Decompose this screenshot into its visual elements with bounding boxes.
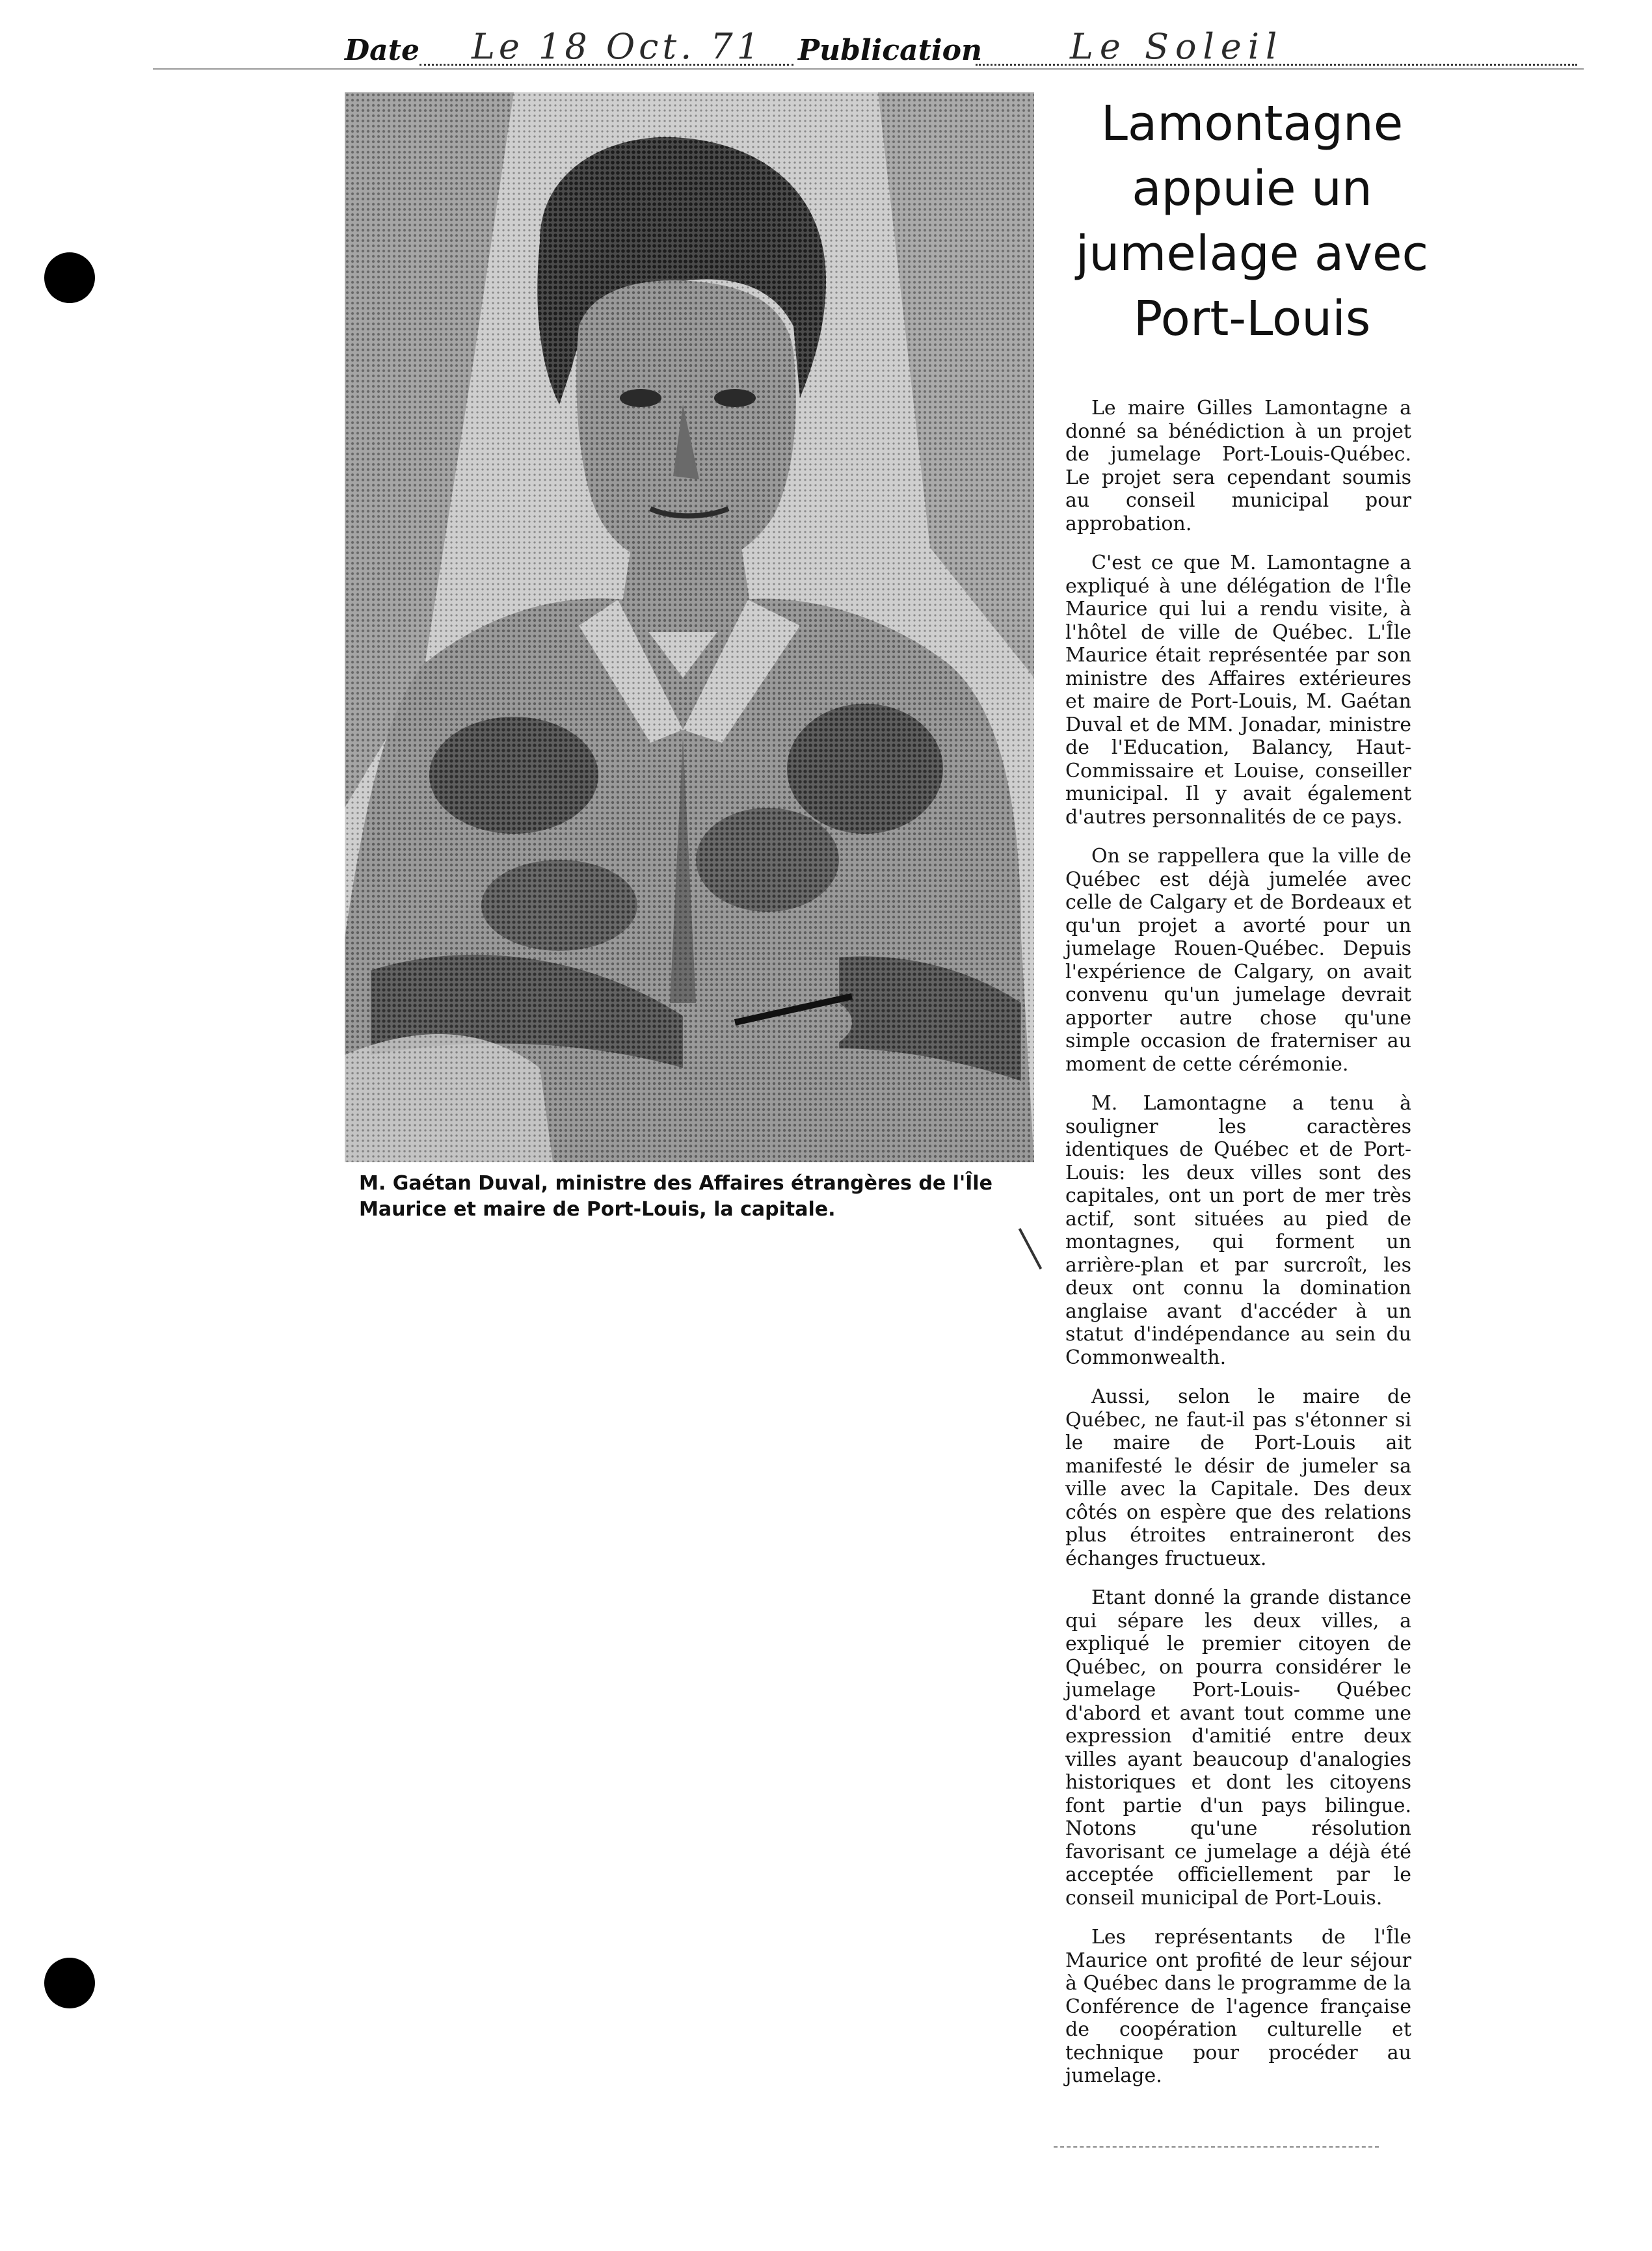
binder-hole-bottom bbox=[44, 1958, 95, 2008]
article-paragraph-4: M. Lamontagne a tenu à souligner les caractères identiques de Québec et de Port-Louis: les deux villes sont des capitales, ont un port de mer très actif, sont situées au pied de montagnes, qui forment un arrière-plan et par surcroît, les deux ont connu la domination anglaise avant d'accéder à un statut d'indépendance au sein du Commonwealth. bbox=[1065, 1092, 1411, 1369]
portrait-photo bbox=[345, 92, 1034, 1162]
publication-label: Publication bbox=[798, 34, 982, 67]
article-paragraph-1: Le maire Gilles Lamontagne a donné sa bénédiction à un projet de jumelage Port-Louis-Québec. Le projet sera cependant soumis au conseil municipal pour approbation. bbox=[1065, 397, 1411, 535]
article-body bbox=[1065, 397, 1411, 2104]
headline-line-3: jumelage avec bbox=[1075, 226, 1429, 282]
headline-line-2: appuie un bbox=[1132, 161, 1372, 217]
article-paragraph-3: On se rappellera que la ville de Québec est déjà jumelée avec celle de Calgary et de Bordeaux et qu'un projet a avorté pour un jumelage Rouen-Québec. Depuis l'expérience de Calgary, on avait convenu qu'un jumelage devrait apporter autre chose qu'une simple occasion de fraterniser au moment de cette cérémonie. bbox=[1065, 845, 1411, 1076]
article-paragraph-2: C'est ce que M. Lamontagne a expliqué à une délégation de l'Île Maurice qui lui a rendu visite, à l'hôtel de ville de Québec. L'Île Maurice était représentée par son ministre des Affaires extérieures et maire de Port-Louis, M. Gaétan Duval et de MM. Jonadar, ministre de l'Education, Balancy, Haut-Commissaire et Louise, conseiller municipal. Il y avait également d'autres personnalités de ce pays. bbox=[1065, 552, 1411, 829]
article-end-rule bbox=[1054, 2146, 1379, 2148]
article-paragraph-7: Les représentants de l'Île Maurice ont profité de leur séjour à Québec dans le programme de la Conférence de l'agence française de coopération culturelle et technique pour procéder au jumelage. bbox=[1065, 1926, 1411, 2087]
photo-caption bbox=[359, 1171, 1042, 1223]
article-paragraph-5: Aussi, selon le maire de Québec, ne faut-il pas s'étonner si le maire de Port-Louis ait manifesté le désir de jumeler sa ville avec la Capitale. Des deux côtés on espère que des relations plus étroites entraineront des échanges fructueux. bbox=[1065, 1385, 1411, 1570]
caption-line-2: Maurice et maire de Port-Louis, la capitale. bbox=[359, 1198, 836, 1221]
header-rule bbox=[153, 68, 1584, 70]
binder-hole-top bbox=[44, 252, 95, 303]
publication-value-handwritten: Le Soleil bbox=[1070, 26, 1284, 67]
article-headline bbox=[1060, 91, 1444, 351]
date-value-handwritten: Le 18 Oct. 71 bbox=[472, 26, 764, 67]
caption-line-1: M. Gaétan Duval, ministre des Affaires étrangères de l'Île bbox=[359, 1172, 993, 1195]
article-paragraph-6: Etant donné la grande distance qui sépare les deux villes, a expliqué le premier citoyen de Québec, on pourra considérer le jumelage Port-Louis- Québec d'abord et avant tout comme une expression d'amitié entre deux villes ayant beaucoup d'analogies historiques et dont les citoyens font partie d'un pays bilingue. Notons qu'une résolution favorisant ce jumelage a déjà été acceptée officiellement par le conseil municipal de Port-Louis. bbox=[1065, 1586, 1411, 1910]
date-label: Date bbox=[345, 34, 420, 67]
headline-line-4: Port-Louis bbox=[1133, 291, 1371, 347]
headline-line-1: Lamontagne bbox=[1100, 96, 1404, 152]
clipping-header bbox=[341, 26, 1577, 72]
margin-pencil-mark bbox=[1019, 1228, 1042, 1270]
